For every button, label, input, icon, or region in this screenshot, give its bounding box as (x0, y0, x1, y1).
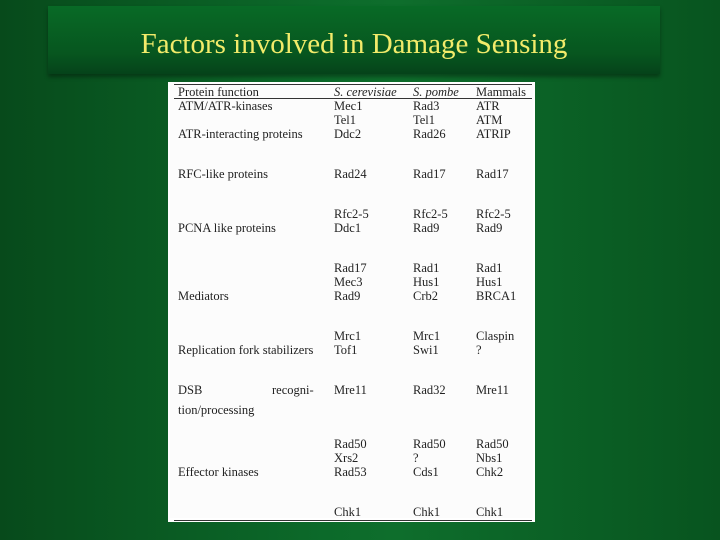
header-protein-function: Protein function (178, 85, 259, 99)
row-s-cerevisiae: Mre11 (334, 383, 367, 397)
row-mammals: ATR (476, 99, 500, 113)
row-mammals: Hus1 (476, 275, 503, 289)
header-s-pombe: S. pombe (413, 85, 459, 99)
row-mammals: Chk2 (476, 465, 504, 479)
row-mammals: Mre11 (476, 383, 509, 397)
row-s-pombe: Rad9 (413, 221, 440, 235)
row-function: Mediators (178, 289, 229, 303)
title-bar (48, 6, 660, 74)
row-function: Effector kinases (178, 465, 259, 479)
row-mammals: Rad17 (476, 167, 509, 181)
row-mammals: ATRIP (476, 127, 511, 141)
row-s-pombe: Tel1 (413, 113, 436, 127)
row-function-continued: recogni- (272, 383, 314, 397)
row-mammals: Rad50 (476, 437, 509, 451)
factors-table (170, 84, 533, 518)
row-s-pombe: Rad17 (413, 167, 446, 181)
header-mammals: Mammals (476, 85, 526, 99)
row-mammals: Rad9 (476, 221, 503, 235)
row-s-cerevisiae: Rad53 (334, 465, 367, 479)
row-s-cerevisiae: Mec1 (334, 99, 363, 113)
row-function: RFC-like proteins (178, 167, 268, 181)
row-s-pombe: Mrc1 (413, 329, 441, 343)
row-s-pombe: Crb2 (413, 289, 438, 303)
row-function: Replication fork stabilizers (178, 343, 314, 357)
row-function: ATR-interacting proteins (178, 127, 303, 141)
header-s-cerevisiae: S. cerevisiae (334, 85, 397, 99)
row-mammals: ATM (476, 113, 503, 127)
row-s-cerevisiae: Rad24 (334, 167, 367, 181)
row-s-pombe: Cds1 (413, 465, 439, 479)
table-frame (168, 82, 535, 522)
row-s-pombe: Rfc2-5 (413, 207, 448, 221)
row-function: DSB (178, 383, 203, 397)
row-s-cerevisiae: Mrc1 (334, 329, 362, 343)
row-function: tion/processing (178, 403, 255, 417)
row-s-pombe: Rad26 (413, 127, 446, 141)
row-s-pombe: Hus1 (413, 275, 440, 289)
row-s-pombe: Chk1 (413, 505, 441, 519)
row-s-cerevisiae: Mec3 (334, 275, 363, 289)
row-mammals: Chk1 (476, 505, 504, 519)
row-s-pombe: Rad1 (413, 261, 440, 275)
row-s-cerevisiae: Tel1 (334, 113, 357, 127)
row-mammals: Rad1 (476, 261, 503, 275)
row-mammals: BRCA1 (476, 289, 517, 303)
row-s-pombe: ? (413, 451, 419, 465)
row-s-cerevisiae: Rad9 (334, 289, 361, 303)
row-s-pombe: Rad32 (413, 383, 446, 397)
slide-title: Factors involved in Damage Sensing (140, 28, 568, 60)
row-s-cerevisiae: Tof1 (334, 343, 358, 357)
row-s-cerevisiae: Rad17 (334, 261, 367, 275)
row-s-pombe: Rad3 (413, 99, 440, 113)
row-s-pombe: Swi1 (413, 343, 439, 357)
row-mammals: Claspin (476, 329, 515, 343)
row-s-cerevisiae: Ddc2 (334, 127, 362, 141)
row-s-pombe: Rad50 (413, 437, 446, 451)
row-s-cerevisiae: Chk1 (334, 505, 362, 519)
row-function: ATM/ATR-kinases (178, 99, 273, 113)
table-bottom-rule (174, 520, 532, 521)
row-s-cerevisiae: Ddc1 (334, 221, 362, 235)
row-s-cerevisiae: Rfc2-5 (334, 207, 369, 221)
row-mammals: ? (476, 343, 482, 357)
row-mammals: Rfc2-5 (476, 207, 511, 221)
row-mammals: Nbs1 (476, 451, 503, 465)
row-s-cerevisiae: Rad50 (334, 437, 367, 451)
row-s-cerevisiae: Xrs2 (334, 451, 359, 465)
row-function: PCNA like proteins (178, 221, 276, 235)
